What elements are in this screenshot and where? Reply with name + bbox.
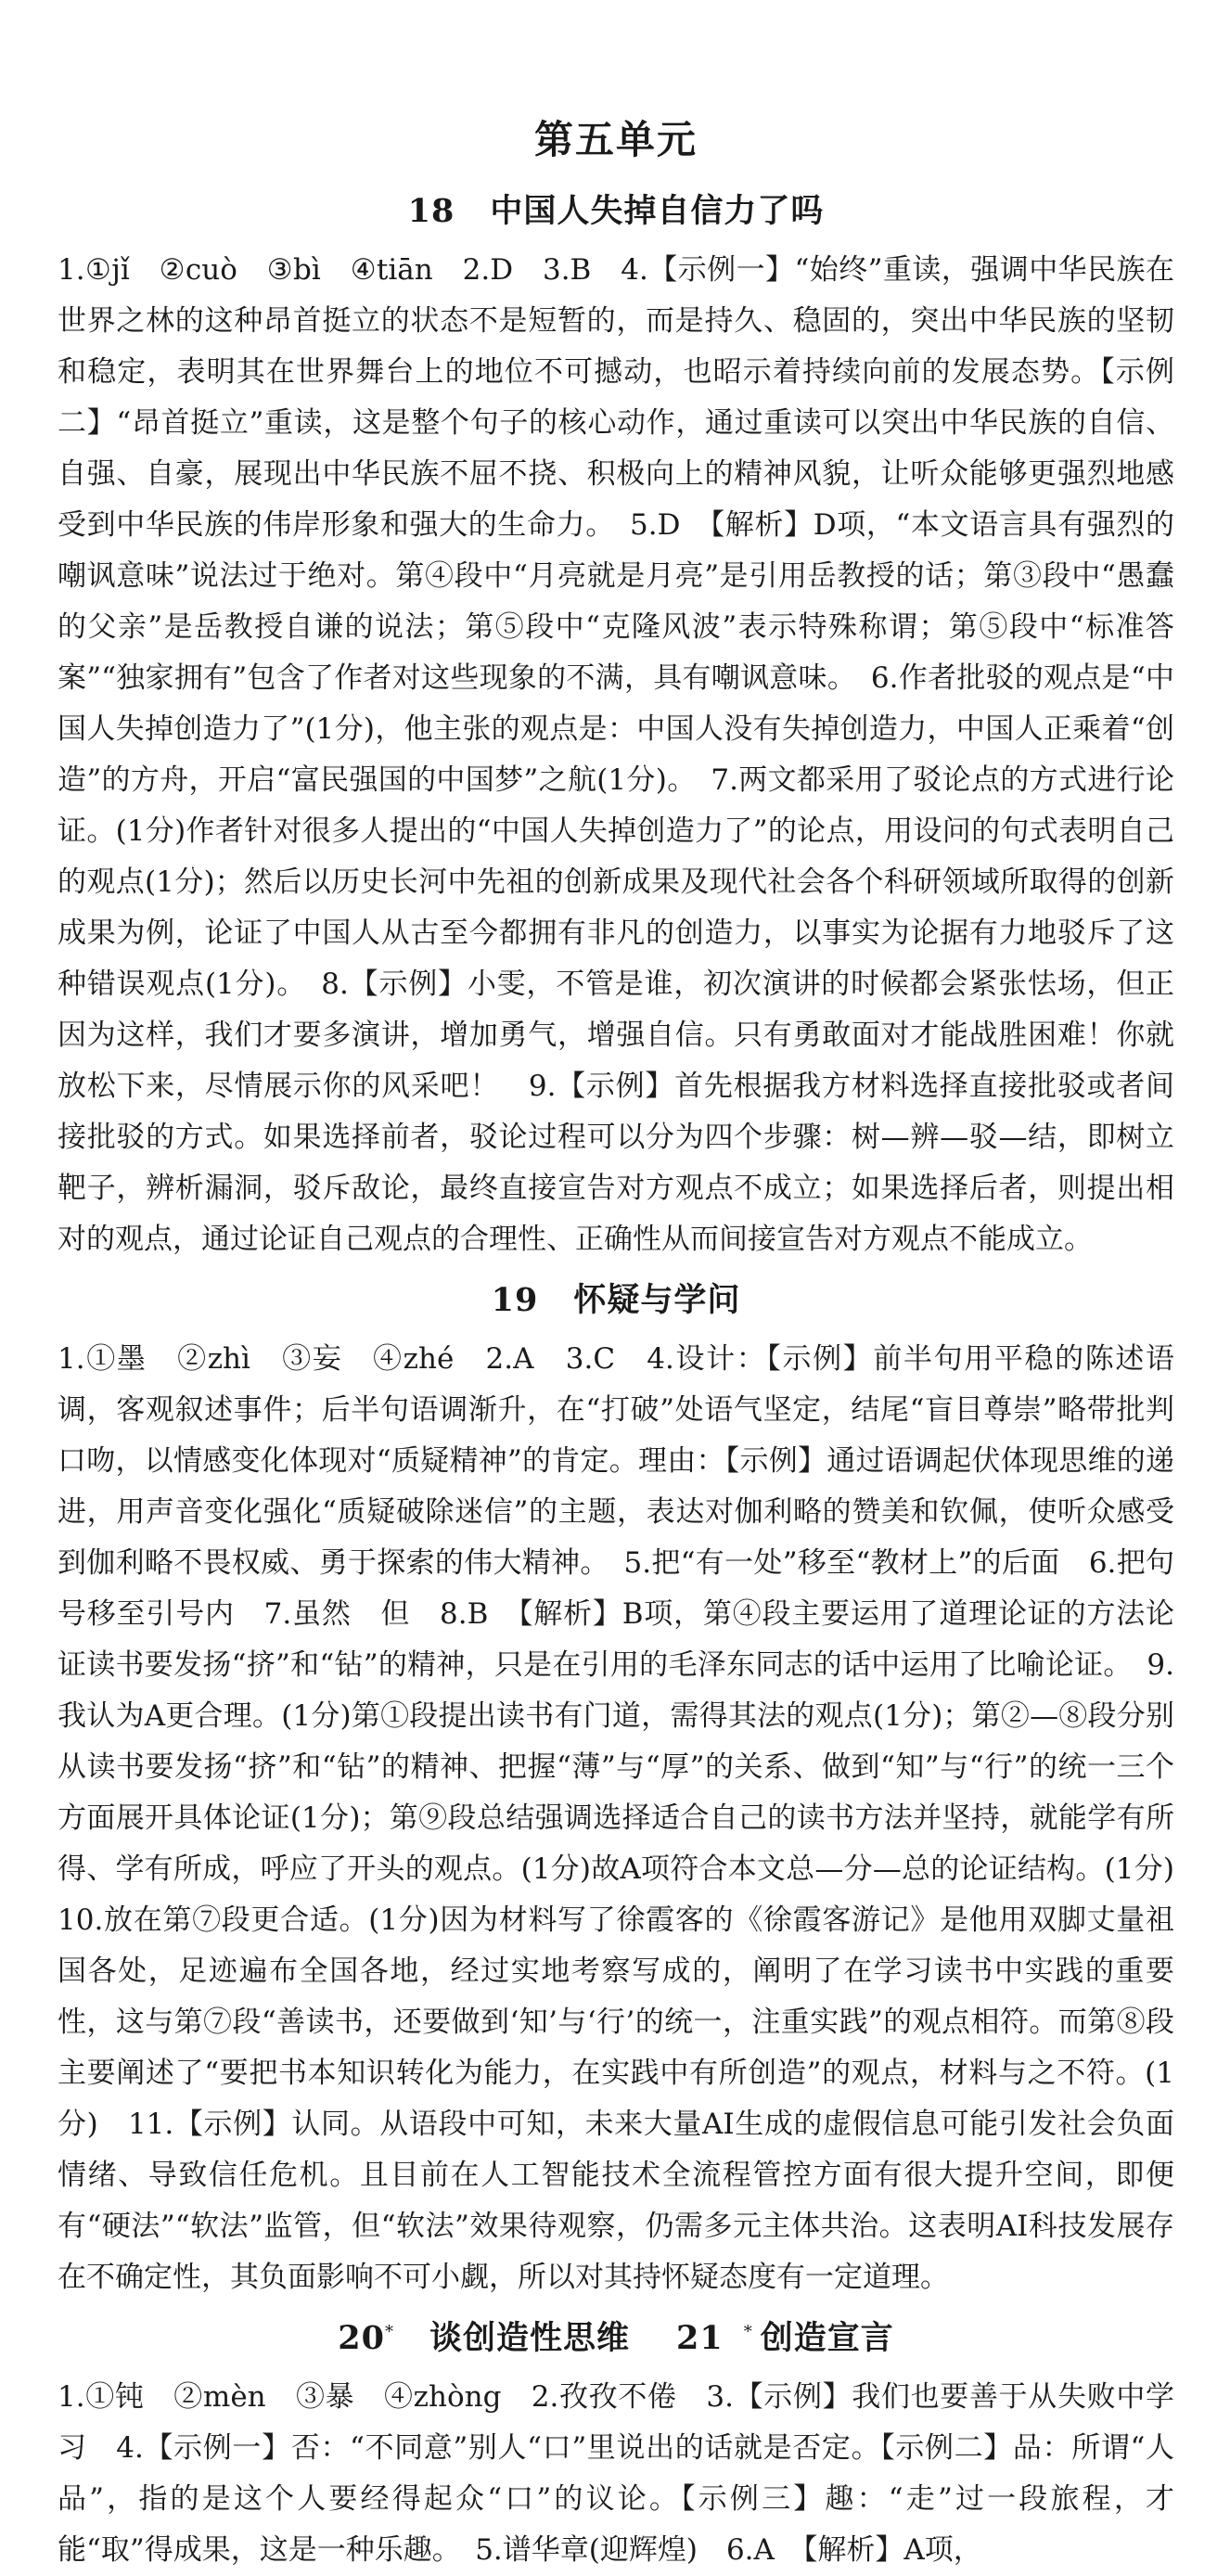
- optional-star-2: *: [743, 2322, 753, 2342]
- unit-title: 第五单元: [533, 117, 698, 162]
- lesson-title-19: [58, 1275, 1174, 1321]
- lesson-title-18: [58, 186, 1174, 232]
- lesson-answers-19: 1.①墨 ②zhì ③妄 ④zhé 2.A 3.C 4.设计：【示例】前半句用平稳的陈述语调，客观叙述事件；后半句语调渐升，在“打破”处语气坚定，结尾“盲目尊崇”略带批判口吻，以情感变化体现对“质疑精神”的肯定。理由：【示例】通过语调起伏体现思维的递进，用声音变化强化“质疑破除迷信”的主题，表达对伽利略的赞美和钦佩，使听众感受到伽利略不畏权威、勇于探索的伟大精神。 5.把“有一处”移至“教材上”的后面 6.把句号移至引号内 7.虽然 但 8.B 【解析】B项，第④段主要运用了道理论证的方法论证读书要发扬“挤”和“钻”的精神，只是在引用的毛泽东同志的话中运用了比喻论证。 9.我认为A更合理。(1分)第①段提出读书有门道，需得其法的观点(1分)；第②—⑧段分别从读书要发扬“挤”和“钻”的精神、把握“薄”与“厚”的关系、做到“知”与“行”的统一三个方面展开具体论证(1分)；第⑨段总结强调选择适合自己的读书方法并坚持，就能学有所得、学有所成，呼应了开头的观点。(1分)故A项符合本文总—分—总的论证结构。(1分) 10.放在第⑦段更合适。(1分)因为材料写了徐霞客的《徐霞客游记》是他用双脚丈量祖国各处，足迹遍布全国各地，经过实地考察写成的，阐明了在学习读书中实践的重要性，这与第⑦段“善读书，还要做到‘知’与‘行’的统一，注重实践”的观点相符。而第⑧段主要阐述了“要把书本知识转化为能力，在实践中有所创造”的观点，材料与之不符。(1分) 11.【示例】认同。从语段中可知，未来大量AI生成的虚假信息可能引发社会负面情绪、导致信任危机。且目前在人工智能技术全流程管控方面有很大提升空间，即便有“硬法”“软法”监管，但“软法”效果待观察，仍需多元主体共治。这表明AI科技发展存在不确定性，其负面影响不可小觑，所以对其持怀疑态度有一定道理。: [58, 1342, 1203, 2294]
- lesson-number-2: 21: [676, 2319, 724, 2357]
- lesson-answers-18: 1.①jǐ ②cuò ③bì ④tiān 2.D 3.B 4.【示例一】“始终”重读，强调中华民族在世界之林的这种昂首挺立的状态不是短暂的，而是持久、稳固的，突出中华民族的坚韧和稳定，表明其在世界舞台上的地位不可撼动，也昭示着持续向前的发展态势。【示例二】“昂首挺立”重读，这是整个句子的核心动作，通过重读可以突出中华民族的自信、自强、自豪，展现出中华民族不屈不挠、积极向上的精神风貌，让听众能够更强烈地感受到中华民族的伟岸形象和强大的生命力。 5.D 【解析】D项，“本文语言具有强烈的嘲讽意味”说法过于绝对。第④段中“月亮就是月亮”是引用岳教授的话；第③段中“愚蠢的父亲”是岳教授自谦的说法；第⑤段中“克隆风波”表示特殊称谓；第⑤段中“标准答案”“独家拥有”包含了作者对这些现象的不满，具有嘲讽意味。 6.作者批驳的观点是“中国人失掉创造力了”(1分)，他主张的观点是：中国人没有失掉创造力，中国人正乘着“创造”的方舟，开启“富民强国的中国梦”之航(1分)。 7.两文都采用了驳论点的方式进行论证。(1分)作者针对很多人提出的“中国人失掉创造力了”的论点，用设问的句式表明自己的观点(1分)；然后以历史长河中先祖的创新成果及现代社会各个科研领域所取得的创新成果为例，论证了中国人从古至今都拥有非凡的创造力，以事实为论据有力地驳斥了这种错误观点(1分)。 8.【示例】小雯，不管是谁，初次演讲的时候都会紧张怯场，但正因为这样，我们才要多演讲，增加勇气，增强自信。只有勇敢面对才能战胜困难！你就放松下来，尽情展示你的风采吧！ 9.【示例】首先根据我方材料选择直接批驳或者间接批驳的方式。如果选择前者，驳论过程可以分为四个步骤：树—辨—驳—结，即树立靶子，辨析漏洞，驳斥敌论，最终直接宣告对方观点不成立；如果选择后者，则提出相对的观点，通过论证自己观点的合理性、正确性从而间接宣告对方观点不能成立。: [58, 253, 1174, 1256]
- lesson-name: 中国人失掉自信力了吗: [490, 192, 825, 230]
- optional-star: *: [384, 2322, 394, 2342]
- lesson-number: 19: [491, 1281, 539, 1319]
- lesson-name-2: 创造宣言: [760, 2319, 894, 2357]
- lesson-title-20-21: [58, 2313, 1174, 2359]
- lesson-number: 20: [338, 2319, 385, 2357]
- lesson-number: 18: [407, 192, 455, 230]
- lesson-name: 谈创造性思维: [429, 2319, 630, 2357]
- lesson-name: 怀疑与学问: [573, 1281, 741, 1319]
- lesson-answers-20-21: 1.①钝 ②mèn ③暴 ④zhòng 2.孜孜不倦 3.【示例】我们也要善于从失败中学习 4.【示例一】否：“不同意”别人“口”里说出的话就是否定。【示例二】品：所谓“人品”，指的是这个人要经得起众“口”的议论。【示例三】趣：“走”过一段旅程，才能“取”得成果，这是一种乐趣。 5.谱华章(迎辉煌) 6.A 【解析】A项，: [58, 2380, 1174, 2567]
